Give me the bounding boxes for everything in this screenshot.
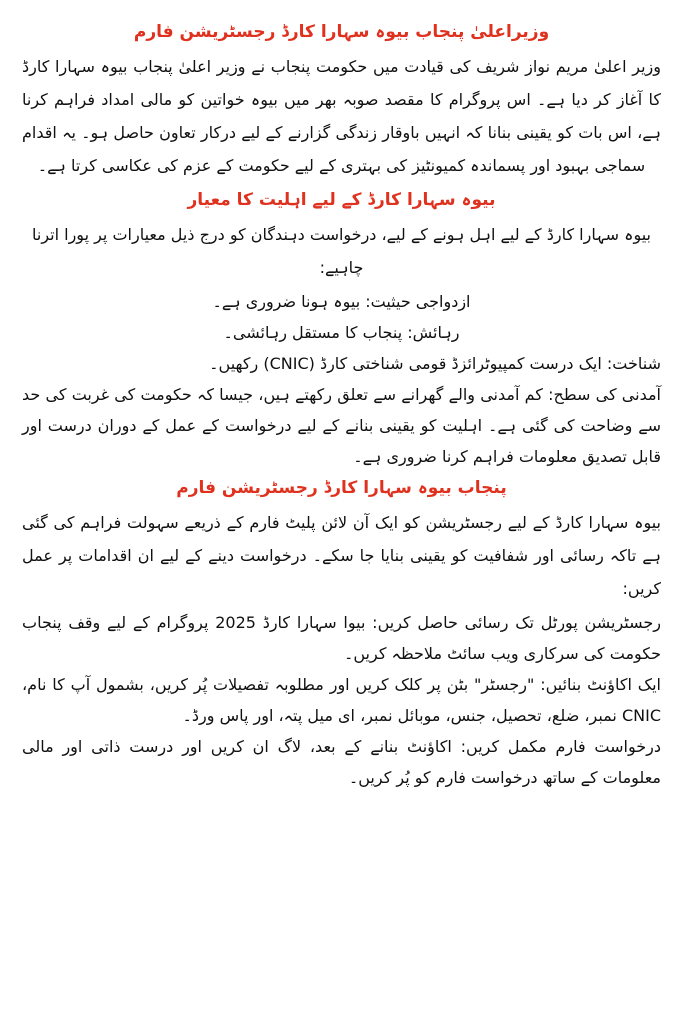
criterion-marital-status: ازدواجی حیثیت: بیوہ ہونا ضروری ہے۔ <box>212 292 471 311</box>
registration-intro: بیوہ سہارا کارڈ کے لیے رجسٹریشن کو ایک آن لائن پلیٹ فارم کے ذریعے سہولت فراہم کی گئی ہے تاکہ رسائی اور شفافیت کو یقینی بنایا جا سکے۔ درخواست دینے کے لیے ان اقدامات پر عمل کریں: <box>22 513 661 598</box>
step-create-account: ایک اکاؤنٹ بنائیں: "رجسٹر" بٹن پر کلک کریں اور مطلوبہ تفصیلات پُر کریں، بشمول آپ کا نام، CNIC نمبر، ضلع، تحصیل، جنس، موبائل نمبر، ای میل پتہ، اور پاس ورڈ۔ <box>22 675 661 725</box>
intro-paragraph: وزیر اعلیٰ مریم نواز شریف کی قیادت میں حکومت پنجاب نے وزیر اعلیٰ پنجاب بیوہ سہارا کارڈ کا آغاز کر دیا ہے۔ اس پروگرام کا مقصد صوبہ بھر میں بیوہ خواتین کو مالی امداد فراہم کرنا ہے، اس بات کو یقینی بنانا کہ انہیں باوقار زندگی گزارنے کے لیے درکار تعاون حاصل ہو۔ یہ اقدام سماجی بہبود اور پسماندہ کمیونٹیز کی بہتری کے لیے حکومت کے عزم کی عکاسی کرتا ہے۔ <box>22 57 661 175</box>
step-access-portal: رجسٹریشن پورٹل تک رسائی حاصل کریں: بیوا سہارا کارڈ 2025 پروگرام کے لیے وقف پنجاب حکومت کی سرکاری ویب سائٹ ملاحظہ کریں۔ <box>22 613 661 663</box>
criterion-identity: شناخت: ایک درست کمپیوٹرائزڈ قومی شناختی کارڈ (CNIC) رکھیں۔ <box>209 354 661 373</box>
criterion-residence: رہائش: پنجاب کا مستقل رہائشی۔ <box>223 323 460 342</box>
section-heading-punjab-form: پنجاب بیوہ سہارا کارڈ رجسٹریشن فارم <box>176 478 507 498</box>
step-complete-form: درخواست فارم مکمل کریں: اکاؤنٹ بنانے کے بعد، لاگ ان کریں اور درست ذاتی اور مالی معلومات کے ساتھ درخواست فارم کو پُر کریں۔ <box>22 737 661 787</box>
section-heading-registration-form: وزیراعلیٰ پنجاب بیوہ سہارا کارڈ رجسٹریشن فارم <box>133 22 550 42</box>
eligibility-intro: بیوہ سہارا کارڈ کے لیے اہل ہونے کے لیے، درخواست دہندگان کو درج ذیل معیارات پر پورا اترنا چاہیے: <box>31 225 651 277</box>
criterion-income: آمدنی کی سطح: کم آمدنی والے گھرانے سے تعلق رکھتے ہیں، جیسا کہ حکومت کی غربت کی حد سے وضاحت کی گئی ہے۔ اہلیت کو یقینی بنانے کے لیے درخواست کے عمل کے دوران درست اور قابل تصدیق معلومات فراہم کرنا ضروری ہے۔ <box>22 385 661 466</box>
section-heading-eligibility: بیوہ سہارا کارڈ کے لیے اہلیت کا معیار <box>187 190 496 210</box>
